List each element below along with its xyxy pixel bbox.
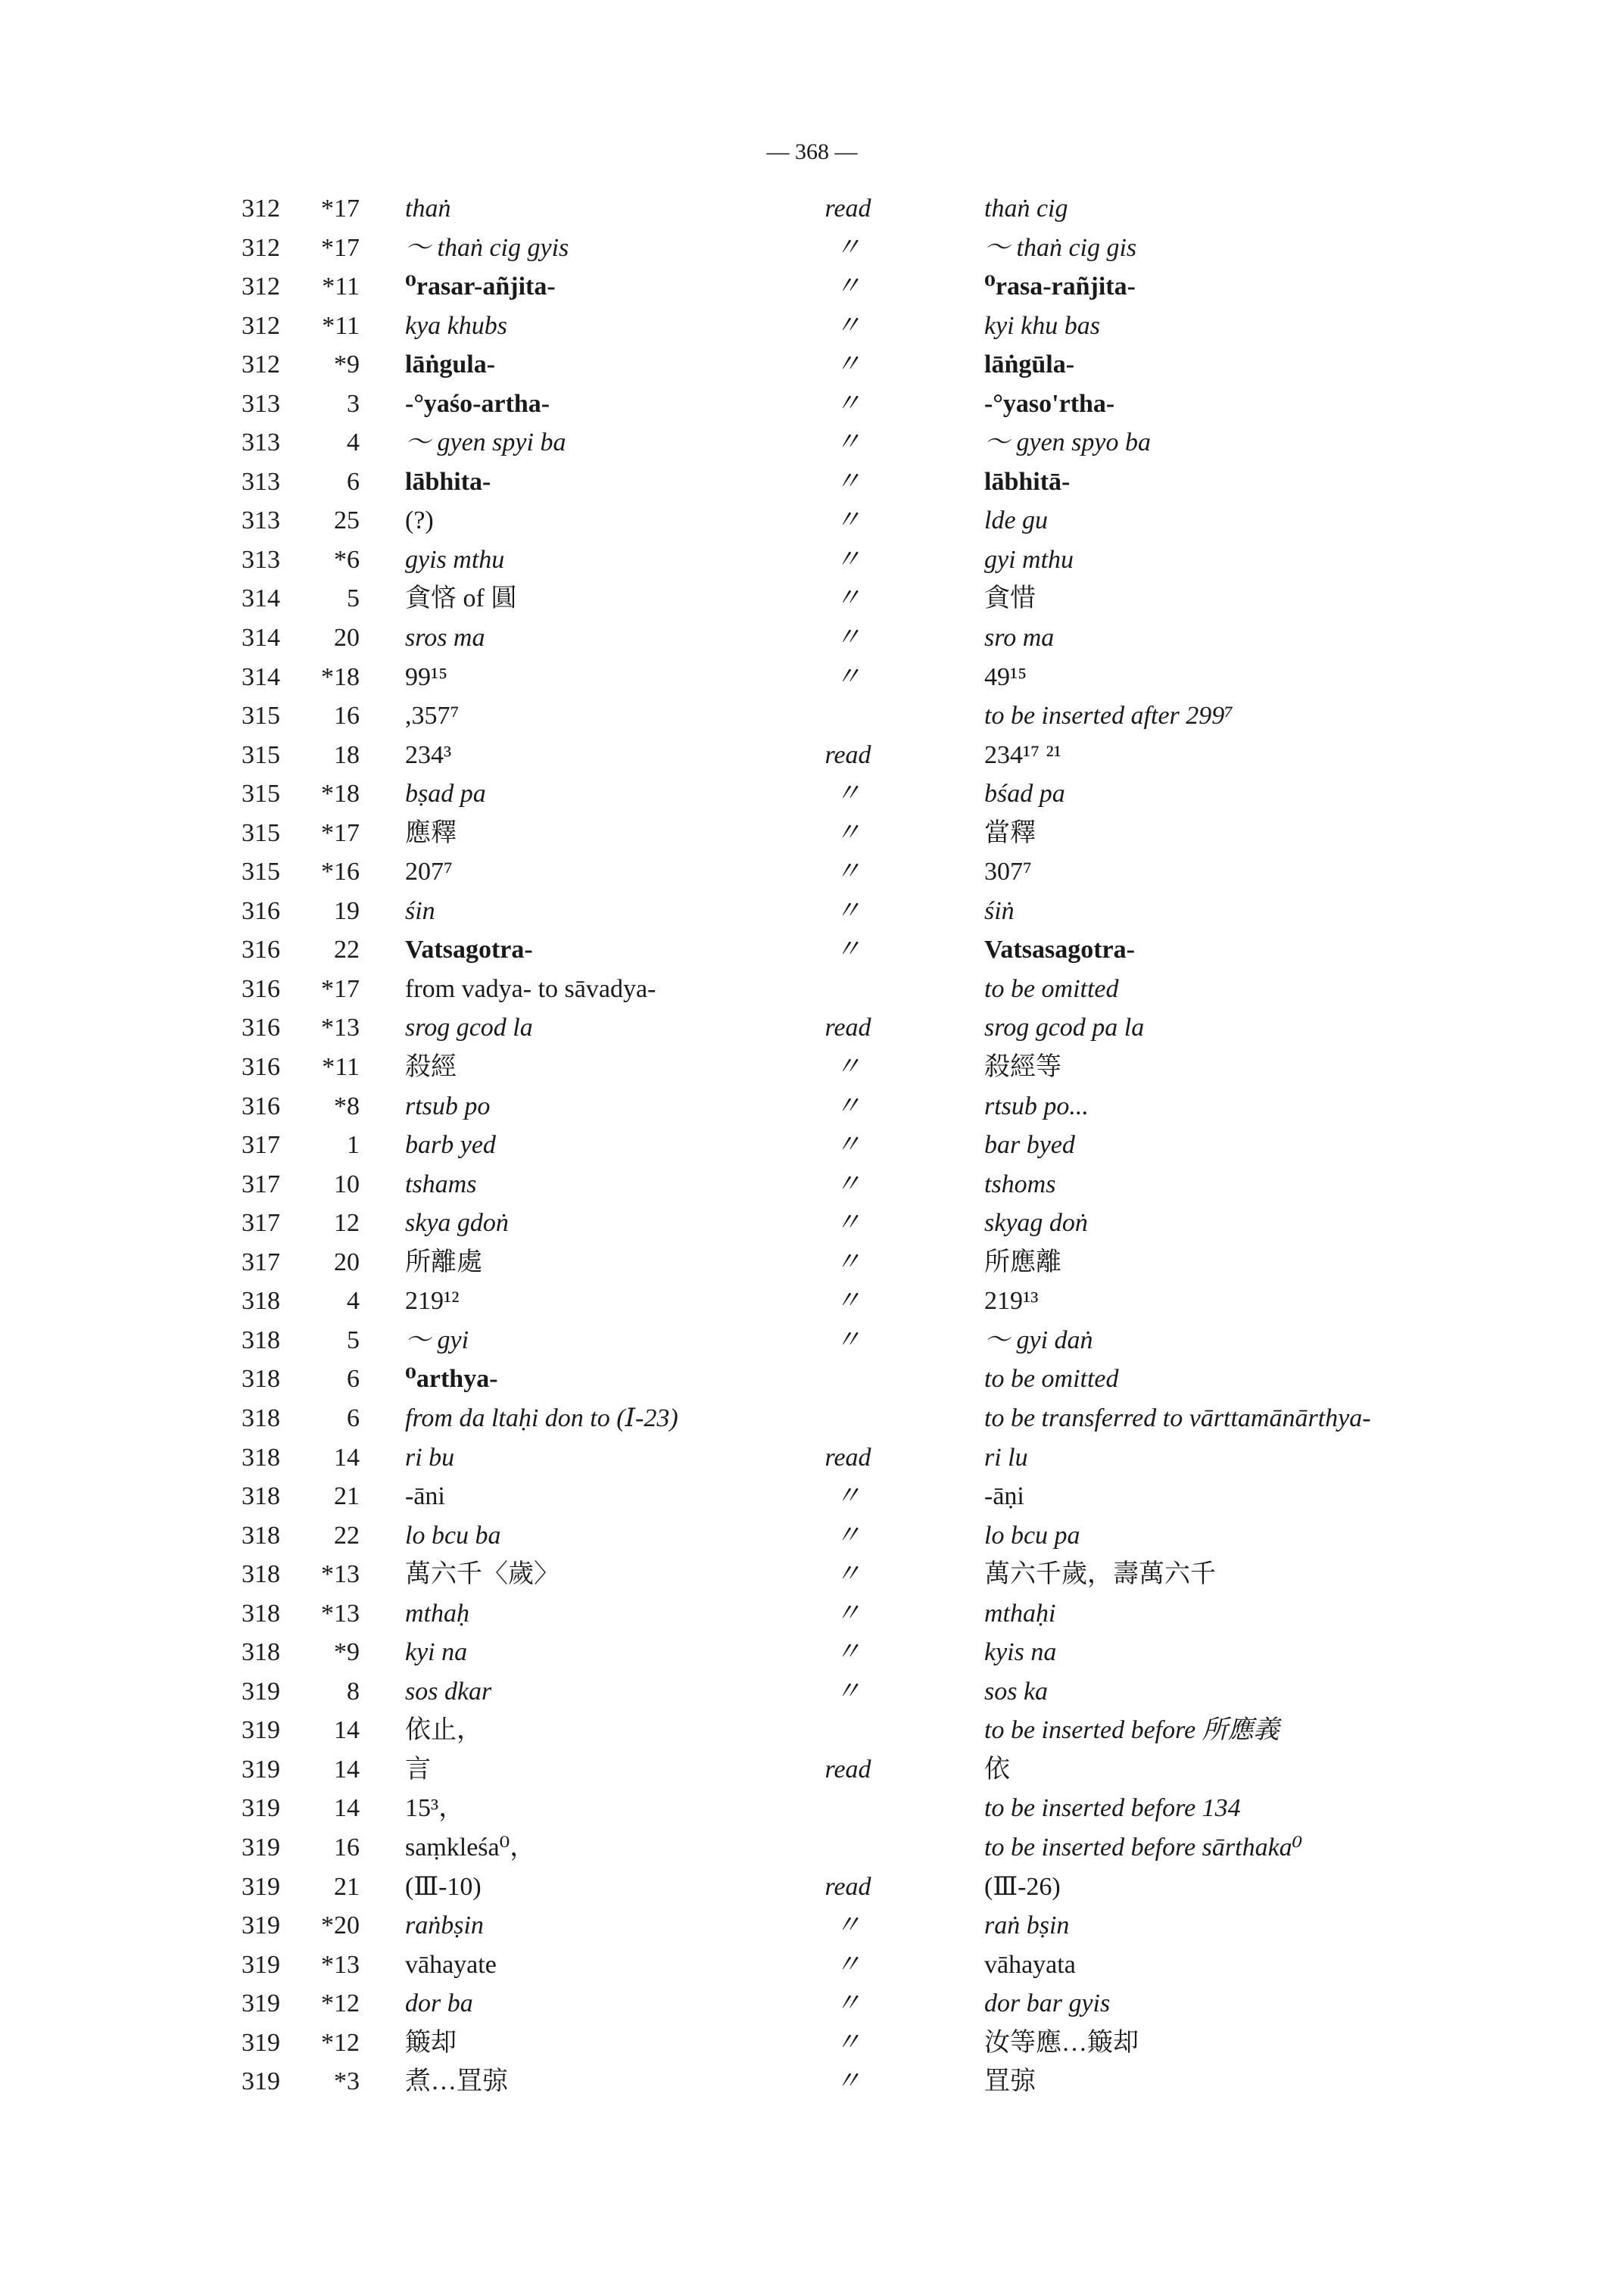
page-ref: 318: [242, 1365, 280, 1394]
line-ref: 5: [347, 1326, 360, 1354]
page-ref: 319: [242, 1872, 280, 1901]
corrected-text: kyis na: [984, 1638, 1057, 1667]
read-marker: 〃: [835, 896, 861, 925]
read-marker: read: [824, 195, 871, 223]
original-text: 萬六千〈歲〉: [405, 1560, 560, 1589]
original-text: ～ thaṅ cig gyis: [405, 233, 569, 262]
errata-row: [0, 1243, 1624, 1282]
page-ref: 318: [242, 1287, 280, 1316]
read-marker: 〃: [835, 1170, 861, 1198]
errata-row: [0, 1360, 1624, 1399]
page-ref: 319: [242, 2028, 280, 2057]
line-ref: 14: [334, 1443, 360, 1472]
original-text: barb yed: [405, 1131, 496, 1160]
corrected-text: lde gu: [984, 506, 1049, 535]
line-ref: 20: [334, 624, 360, 653]
original-text: mthaḥ: [405, 1599, 469, 1628]
line-ref: 5: [347, 584, 360, 613]
line-ref: 18: [334, 740, 360, 769]
original-text: kya khubs: [405, 311, 508, 340]
line-ref: *13: [321, 1560, 360, 1589]
read-marker: 〃: [835, 1911, 861, 1940]
read-marker: read: [824, 1014, 871, 1042]
read-marker: 〃: [835, 1326, 861, 1354]
page-ref: 317: [242, 1248, 280, 1276]
page-ref: 313: [242, 428, 280, 457]
read-marker: 〃: [835, 2067, 861, 2096]
line-ref: *17: [321, 233, 360, 262]
original-text: (Ⅲ-10): [405, 1872, 482, 1901]
corrected-text: 依: [984, 1755, 1010, 1784]
page-ref: 319: [242, 1911, 280, 1940]
original-text: Vatsagotra-: [405, 936, 533, 964]
read-marker: 〃: [835, 350, 861, 379]
page-ref: 318: [242, 1326, 280, 1354]
original-text: 15³，: [405, 1794, 465, 1823]
original-text: 煮…罝弶: [405, 2067, 508, 2096]
original-text: ～ gyen spyi ba: [405, 428, 566, 457]
errata-row: [0, 1984, 1624, 2024]
line-ref: *20: [321, 1911, 360, 1940]
read-marker: 〃: [835, 1560, 861, 1589]
page-ref: 319: [242, 1950, 280, 1979]
original-text: 言: [405, 1755, 431, 1784]
corrected-text: ～ gyi daṅ: [984, 1326, 1093, 1354]
corrected-text: ri lu: [984, 1443, 1028, 1472]
line-ref: 14: [334, 1755, 360, 1784]
errata-row: [0, 1438, 1624, 1478]
original-text: lo bcu ba: [405, 1521, 501, 1550]
line-ref: 21: [334, 1482, 360, 1511]
page-ref: 318: [242, 1638, 280, 1667]
errata-row: [0, 1048, 1624, 1087]
line-ref: *18: [321, 662, 360, 691]
line-ref: 1: [347, 1131, 360, 1160]
errata-row: [0, 1204, 1624, 1243]
corrected-text: ～ thaṅ cig gis: [984, 233, 1137, 262]
page-ref: 315: [242, 780, 280, 808]
line-ref: *6: [334, 545, 360, 574]
page-ref: 313: [242, 545, 280, 574]
errata-row: [0, 970, 1624, 1009]
line-ref: 16: [334, 1833, 360, 1862]
original-text: vāhayate: [405, 1950, 497, 1979]
line-ref: 3: [347, 389, 360, 418]
corrected-text: ⁰rasa-rañjita-: [984, 273, 1136, 301]
read-marker: read: [824, 740, 871, 769]
line-ref: *16: [321, 858, 360, 886]
original-text: 219¹²: [405, 1287, 460, 1316]
line-ref: 21: [334, 1872, 360, 1901]
original-text: skya gdoṅ: [405, 1209, 509, 1238]
errata-row: [0, 463, 1624, 502]
errata-row: [0, 1789, 1624, 1828]
read-marker: 〃: [835, 1248, 861, 1276]
corrected-text: kyi khu bas: [984, 311, 1100, 340]
errata-row: [0, 541, 1624, 580]
corrected-text: 當釋: [984, 818, 1036, 847]
corrected-text: 罝弶: [984, 2067, 1036, 2096]
line-ref: 10: [334, 1170, 360, 1198]
errata-row: [0, 1321, 1624, 1360]
read-marker: 〃: [835, 858, 861, 886]
errata-row: [0, 1906, 1624, 1946]
page-ref: 318: [242, 1599, 280, 1628]
line-ref: *12: [321, 2028, 360, 2057]
line-ref: 4: [347, 1287, 360, 1316]
errata-row: [0, 1555, 1624, 1594]
page-ref: 317: [242, 1170, 280, 1198]
errata-row: [0, 696, 1624, 736]
line-ref: 12: [334, 1209, 360, 1238]
page-ref: 319: [242, 2067, 280, 2096]
corrected-text: bśad pa: [984, 780, 1065, 808]
errata-row: [0, 1399, 1624, 1438]
errata-row: [0, 2024, 1624, 2063]
corrected-text: to be omitted: [984, 1365, 1119, 1394]
page-ref: 312: [242, 311, 280, 340]
read-marker: read: [824, 1443, 871, 1472]
corrected-text: bar byed: [984, 1131, 1075, 1160]
original-text: 應釋: [405, 818, 457, 847]
page-ref: 315: [242, 740, 280, 769]
line-ref: 25: [334, 506, 360, 535]
corrected-text: to be omitted: [984, 974, 1119, 1003]
line-ref: 14: [334, 1716, 360, 1745]
errata-row: [0, 852, 1624, 892]
errata-row: [0, 501, 1624, 541]
read-marker: 〃: [835, 2028, 861, 2057]
errata-row: [0, 1282, 1624, 1321]
errata-row: [0, 345, 1624, 385]
read-marker: 〃: [835, 1638, 861, 1667]
errata-table: [0, 189, 1624, 2101]
line-ref: *8: [334, 1092, 360, 1120]
errata-row: [0, 1868, 1624, 1907]
corrected-text: to be transferred to vārttamānārthya-: [984, 1404, 1371, 1432]
original-text: -āni: [405, 1482, 445, 1511]
corrected-text: 萬六千歲，壽萬六千: [984, 1560, 1216, 1589]
page-ref: 318: [242, 1443, 280, 1472]
corrected-text: vāhayata: [984, 1950, 1076, 1979]
original-text: ⁰arthya-: [405, 1365, 498, 1394]
errata-row: [0, 385, 1624, 424]
corrected-text: thaṅ cig: [984, 195, 1068, 223]
read-marker: 〃: [835, 467, 861, 496]
read-marker: 〃: [835, 624, 861, 653]
page-ref: 318: [242, 1560, 280, 1589]
read-marker: 〃: [835, 1950, 861, 1979]
line-ref: *9: [334, 350, 360, 379]
original-text: gyis mthu: [405, 545, 505, 574]
read-marker: 〃: [835, 311, 861, 340]
errata-row: [0, 307, 1624, 346]
corrected-text: ～ gyen spyo ba: [984, 428, 1152, 457]
line-ref: 6: [347, 1404, 360, 1432]
corrected-text: 219¹³: [984, 1287, 1039, 1316]
errata-row: [0, 930, 1624, 970]
errata-row: [0, 1711, 1624, 1750]
original-text: saṃkleśa⁰，: [405, 1833, 536, 1862]
original-text: 234³: [405, 740, 452, 769]
corrected-text: sro ma: [984, 624, 1055, 653]
original-text: ～ gyi: [405, 1326, 469, 1354]
read-marker: 〃: [835, 506, 861, 535]
read-marker: 〃: [835, 662, 861, 691]
errata-row: [0, 892, 1624, 931]
original-text: srog gcod la: [405, 1014, 533, 1042]
corrected-text: lābhitā-: [984, 467, 1071, 496]
errata-row: [0, 1477, 1624, 1516]
corrected-text: to be inserted before sārthaka⁰: [984, 1833, 1303, 1862]
page-ref: 314: [242, 584, 280, 613]
errata-row: [0, 2062, 1624, 2101]
errata-row: [0, 618, 1624, 658]
original-text: 殺經: [405, 1053, 457, 1082]
errata-row: [0, 189, 1624, 229]
page-ref: 316: [242, 974, 280, 1003]
page-ref: 315: [242, 818, 280, 847]
read-marker: 〃: [835, 1599, 861, 1628]
original-text: sos dkar: [405, 1677, 492, 1706]
errata-row: [0, 423, 1624, 463]
corrected-text: gyi mthu: [984, 545, 1074, 574]
page-number: — 368 —: [766, 139, 858, 164]
read-marker: 〃: [835, 428, 861, 457]
original-text: dor ba: [405, 1989, 473, 2018]
page-ref: 316: [242, 1014, 280, 1042]
line-ref: *3: [334, 2067, 360, 2096]
page-ref: 313: [242, 506, 280, 535]
errata-row: [0, 736, 1624, 775]
read-marker: 〃: [835, 818, 861, 847]
page-ref: 319: [242, 1716, 280, 1745]
read-marker: read: [824, 1755, 871, 1784]
corrected-text: to be inserted after 299⁷: [984, 702, 1234, 731]
corrected-text: Vatsasagotra-: [984, 936, 1135, 964]
page-ref: 318: [242, 1482, 280, 1511]
page-ref: 318: [242, 1404, 280, 1432]
page-ref: 317: [242, 1131, 280, 1160]
line-ref: *11: [322, 273, 360, 301]
original-text: 99¹⁵: [405, 662, 448, 691]
line-ref: 19: [334, 896, 360, 925]
corrected-text: rtsub po...: [984, 1092, 1089, 1120]
page-ref: 313: [242, 467, 280, 496]
line-ref: *17: [321, 974, 360, 1003]
page-ref: 319: [242, 1677, 280, 1706]
line-ref: *13: [321, 1014, 360, 1042]
line-ref: 4: [347, 428, 360, 457]
read-marker: 〃: [835, 1053, 861, 1082]
page-ref: 319: [242, 1989, 280, 2018]
read-marker: 〃: [835, 1092, 861, 1120]
original-text: -°yaśo-artha-: [405, 389, 550, 418]
errata-row: [0, 1126, 1624, 1165]
original-text: raṅbṣin: [405, 1911, 484, 1940]
corrected-text: tshoms: [984, 1170, 1056, 1198]
original-text: ri bu: [405, 1443, 455, 1472]
line-ref: 22: [334, 936, 360, 964]
corrected-text: -āṇi: [984, 1482, 1024, 1511]
corrected-text: to be inserted before 134: [984, 1794, 1241, 1823]
corrected-text: -°yaso'rtha-: [984, 389, 1115, 418]
original-text: (?): [405, 506, 434, 535]
read-marker: 〃: [835, 1521, 861, 1550]
page-ref: 314: [242, 624, 280, 653]
errata-row: [0, 229, 1624, 268]
line-ref: 16: [334, 702, 360, 731]
errata-row: [0, 658, 1624, 697]
page-ref: 316: [242, 1092, 280, 1120]
errata-row: [0, 267, 1624, 307]
page-ref: 317: [242, 1209, 280, 1238]
line-ref: *11: [322, 1053, 360, 1082]
original-text: thaṅ: [405, 195, 451, 223]
read-marker: 〃: [835, 389, 861, 418]
corrected-text: raṅ bṣin: [984, 1911, 1070, 1940]
line-ref: *11: [322, 311, 360, 340]
original-text: rtsub po: [405, 1092, 491, 1120]
page-ref: 312: [242, 350, 280, 379]
original-text: 簸却: [405, 2028, 457, 2057]
page-ref: 316: [242, 1053, 280, 1082]
page-ref: 319: [242, 1755, 280, 1784]
errata-row: [0, 1946, 1624, 1985]
line-ref: 6: [347, 467, 360, 496]
corrected-text: skyag doṅ: [984, 1209, 1088, 1238]
corrected-text: 所應離: [984, 1248, 1061, 1276]
original-text: ⁰rasar-añjita-: [405, 273, 556, 301]
page-ref: 314: [242, 662, 280, 691]
errata-row: [0, 1750, 1624, 1790]
read-marker: 〃: [835, 1287, 861, 1316]
corrected-text: 234¹⁷ ²¹: [984, 740, 1061, 769]
line-ref: *13: [321, 1950, 360, 1979]
original-text: 207⁷: [405, 858, 453, 886]
original-text: lāṅgula-: [405, 350, 496, 379]
original-text: lābhita-: [405, 467, 491, 496]
page-ref: 312: [242, 273, 280, 301]
page-ref: 315: [242, 858, 280, 886]
page-ref: 312: [242, 233, 280, 262]
read-marker: 〃: [835, 273, 861, 301]
corrected-text: śiṅ: [984, 896, 1015, 925]
original-text: 所離處: [405, 1248, 482, 1276]
read-marker: 〃: [835, 545, 861, 574]
page-ref: 318: [242, 1521, 280, 1550]
page-ref: 316: [242, 896, 280, 925]
read-marker: 〃: [835, 1677, 861, 1706]
line-ref: *17: [321, 195, 360, 223]
corrected-text: 殺經等: [984, 1053, 1061, 1082]
original-text: 貪悋 of 圓: [405, 584, 517, 613]
original-text: from vadya- to sāvadya-: [405, 974, 656, 1003]
line-ref: *13: [321, 1599, 360, 1628]
line-ref: *12: [321, 1989, 360, 2018]
corrected-text: mthaḥi: [984, 1599, 1056, 1628]
corrected-text: lāṅgūla-: [984, 350, 1075, 379]
corrected-text: to be inserted before 所應義: [984, 1716, 1280, 1745]
errata-row: [0, 1672, 1624, 1712]
corrected-text: lo bcu pa: [984, 1521, 1080, 1550]
original-text: sros ma: [405, 624, 485, 653]
read-marker: 〃: [835, 1482, 861, 1511]
page-ref: 315: [242, 702, 280, 731]
page-ref: 312: [242, 195, 280, 223]
read-marker: 〃: [835, 936, 861, 964]
original-text: from da ltaḥi don to (Ⅰ-23): [405, 1404, 678, 1432]
page-ref: 319: [242, 1833, 280, 1862]
corrected-text: dor bar gyis: [984, 1989, 1111, 2018]
corrected-text: 49¹⁵: [984, 662, 1027, 691]
line-ref: 22: [334, 1521, 360, 1550]
corrected-text: srog gcod pa la: [984, 1014, 1145, 1042]
line-ref: 6: [347, 1365, 360, 1394]
original-text: kyi na: [405, 1638, 468, 1667]
errata-row: [0, 1594, 1624, 1634]
errata-row: [0, 1008, 1624, 1048]
corrected-text: 貪惜: [984, 584, 1036, 613]
line-ref: 20: [334, 1248, 360, 1276]
corrected-text: 307⁷: [984, 858, 1032, 886]
original-text: 依止，: [405, 1716, 482, 1745]
errata-row: [0, 1828, 1624, 1868]
read-marker: 〃: [835, 233, 861, 262]
read-marker: read: [824, 1872, 871, 1901]
line-ref: *17: [321, 818, 360, 847]
original-text: bṣad pa: [405, 780, 486, 808]
corrected-text: sos ka: [984, 1677, 1049, 1706]
corrected-text: (Ⅲ-26): [984, 1872, 1061, 1901]
errata-row: [0, 814, 1624, 853]
original-text: śin: [405, 896, 435, 925]
read-marker: 〃: [835, 584, 861, 613]
line-ref: *9: [334, 1638, 360, 1667]
errata-row: [0, 1516, 1624, 1556]
read-marker: 〃: [835, 1209, 861, 1238]
original-text: tshams: [405, 1170, 477, 1198]
errata-row: [0, 1165, 1624, 1204]
errata-row: [0, 1633, 1624, 1672]
page-ref: 316: [242, 936, 280, 964]
page-ref: 319: [242, 1794, 280, 1823]
read-marker: 〃: [835, 1989, 861, 2018]
original-text: ,357⁷: [405, 702, 460, 731]
page-ref: 313: [242, 389, 280, 418]
errata-row: [0, 1087, 1624, 1126]
corrected-text: 汝等應…簸却: [984, 2028, 1139, 2057]
errata-row: [0, 579, 1624, 618]
line-ref: 14: [334, 1794, 360, 1823]
errata-row: [0, 774, 1624, 814]
read-marker: 〃: [835, 1131, 861, 1160]
read-marker: 〃: [835, 780, 861, 808]
line-ref: *18: [321, 780, 360, 808]
line-ref: 8: [347, 1677, 360, 1706]
